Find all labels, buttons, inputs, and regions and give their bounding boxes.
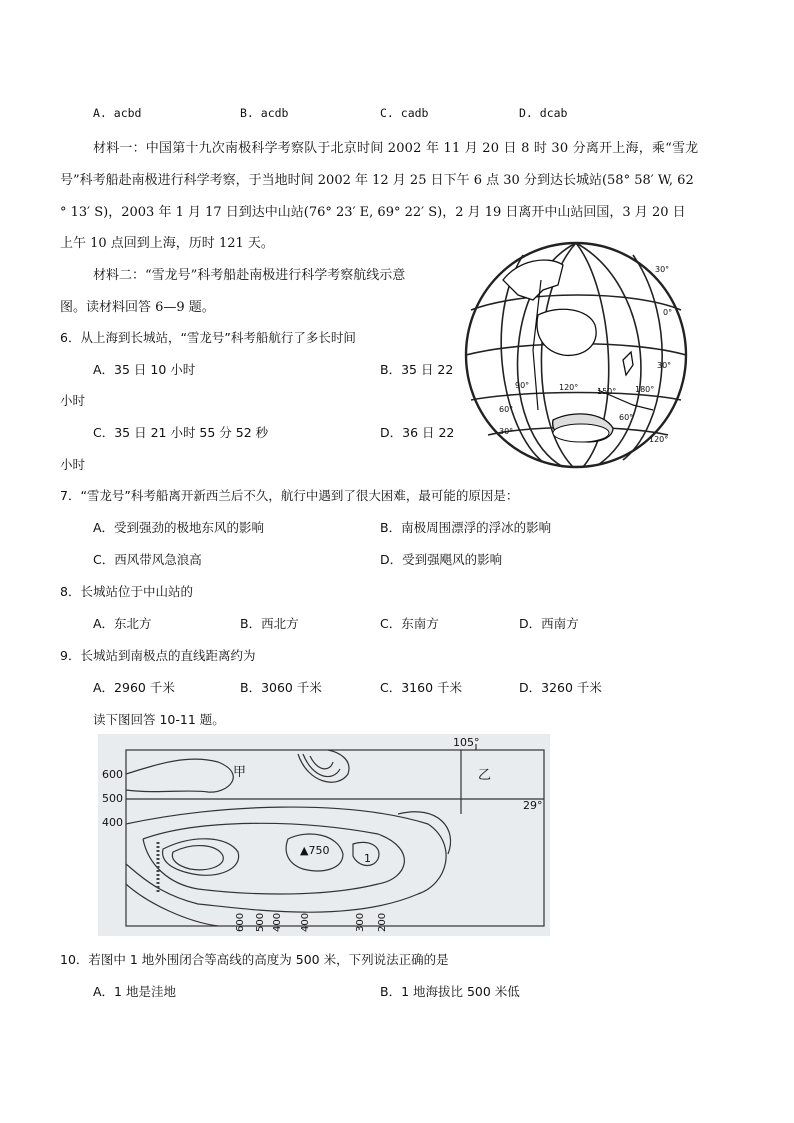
globe-label-60: 60° bbox=[499, 405, 514, 414]
q9-option-d: D．3260 千米 bbox=[519, 680, 602, 695]
q5-option-b: B. acdb bbox=[240, 106, 289, 120]
q7-option-d: D．受到强飓风的影响 bbox=[380, 552, 503, 567]
material2-line1: 材料二：“雪龙号”科考船赴南极进行科学考察航线示意 bbox=[93, 268, 406, 283]
globe-label-30b: 30° bbox=[499, 427, 514, 436]
topo-label-lon105: 105° bbox=[453, 736, 480, 749]
q8-option-d: D．西南方 bbox=[519, 616, 579, 631]
material1-line1: 材料一：中国第十九次南极科学考察队于北京时间 2002 年 11 月 20 日 8 时 30 分离开上海，乘“雪龙 bbox=[93, 141, 699, 156]
contour-map bbox=[98, 734, 550, 936]
q6-option-d: D．36 日 22 bbox=[380, 425, 455, 440]
topo-bottom-200: 200 bbox=[377, 912, 388, 932]
globe-label-60b: 60° bbox=[619, 413, 634, 422]
topo-bottom-500: 500 bbox=[255, 912, 266, 932]
globe-label-120b: 120° bbox=[649, 435, 669, 444]
topo-label-500: 500 bbox=[102, 792, 123, 805]
topo-label-jia: 甲 bbox=[233, 765, 247, 780]
topo-label-lat29: 29° bbox=[523, 799, 543, 812]
q6-option-b: B．35 日 22 bbox=[380, 362, 454, 377]
topo-label-yi: 乙 bbox=[478, 768, 492, 783]
q8-option-c: C．东南方 bbox=[380, 616, 439, 631]
q10-option-b: B．1 地海拔比 500 米低 bbox=[380, 984, 520, 999]
topo-bottom-400b: 400 bbox=[300, 912, 311, 932]
topo-label-400: 400 bbox=[102, 816, 123, 829]
q6-option-c: C．35 日 21 小时 55 分 52 秒 bbox=[93, 425, 269, 440]
route-globe-map bbox=[463, 240, 689, 470]
globe-label-150: 150° bbox=[597, 387, 617, 396]
globe-label-180: 180° bbox=[635, 385, 655, 394]
q7-option-c: C．西风带风急浪高 bbox=[93, 552, 202, 567]
globe-label-90: 90° bbox=[515, 381, 530, 390]
topo-bottom-300: 300 bbox=[355, 912, 366, 932]
q8-option-a: A．东北方 bbox=[93, 616, 152, 631]
q7-option-b: B．南极周围漂浮的浮冰的影响 bbox=[380, 520, 552, 535]
topo-bottom-600: 600 bbox=[235, 912, 246, 932]
topo-label-peak-750: ▲750 bbox=[300, 844, 330, 857]
material2-line2: 图。读材料回答 6—9 题。 bbox=[60, 300, 215, 315]
q10-option-a: A．1 地是洼地 bbox=[93, 984, 176, 999]
material1-line3: ° 13′ S)，2003 年 1 月 17 日到达中山站(76° 23′ E, 69° 22′ S)，2 月 19 日离开中山站回国，3 月 20 日 bbox=[60, 205, 686, 220]
material1-line2: 号”科考船赴南极进行科学考察，于当地时间 2002 年 12 月 25 日下午 6 点 30 分到达长城站(58° 58′ W, 62 bbox=[60, 173, 694, 188]
q5-option-c: C. cadb bbox=[380, 106, 429, 120]
q10-intro: 读下图回答 10-11 题。 bbox=[93, 712, 225, 727]
q5-option-d: D. dcab bbox=[519, 106, 568, 120]
q9-option-c: C．3160 千米 bbox=[380, 680, 463, 695]
topo-label-point-1: 1 bbox=[364, 852, 371, 865]
q9-option-a: A．2960 千米 bbox=[93, 680, 175, 695]
q8-option-b: B．西北方 bbox=[240, 616, 299, 631]
topo-label-600: 600 bbox=[102, 768, 123, 781]
material1-line4: 上午 10 点回到上海，历时 121 天。 bbox=[60, 236, 274, 251]
q9-option-b: B．3060 千米 bbox=[240, 680, 322, 695]
q6-option-b-wrap: 小时 bbox=[60, 393, 86, 408]
q9-stem: 9．长城站到南极点的直线距离约为 bbox=[60, 648, 256, 663]
globe-label-30n: 30° bbox=[655, 265, 670, 274]
q5-option-a: A. acbd bbox=[93, 106, 142, 120]
q8-stem: 8．长城站位于中山站的 bbox=[60, 584, 193, 599]
globe-label-30s: 30° bbox=[657, 361, 672, 370]
q6-stem: 6．从上海到长城站，“雪龙号”科考船航行了多长时间 bbox=[60, 330, 356, 345]
q7-stem: 7．“雪龙号”科考船离开新西兰后不久，航行中遇到了很大困难，最可能的原因是： bbox=[60, 488, 519, 503]
q10-stem: 10．若图中 1 地外围闭合等高线的高度为 500 米，下列说法正确的是 bbox=[60, 952, 449, 967]
topo-bottom-400a: 400 bbox=[272, 912, 283, 932]
q6-option-d-wrap: 小时 bbox=[60, 457, 86, 472]
globe-label-120: 120° bbox=[559, 383, 579, 392]
globe-label-0: 0° bbox=[663, 308, 673, 317]
q6-option-a: A．35 日 10 小时 bbox=[93, 362, 196, 377]
q7-option-a: A．受到强劲的极地东风的影响 bbox=[93, 520, 265, 535]
